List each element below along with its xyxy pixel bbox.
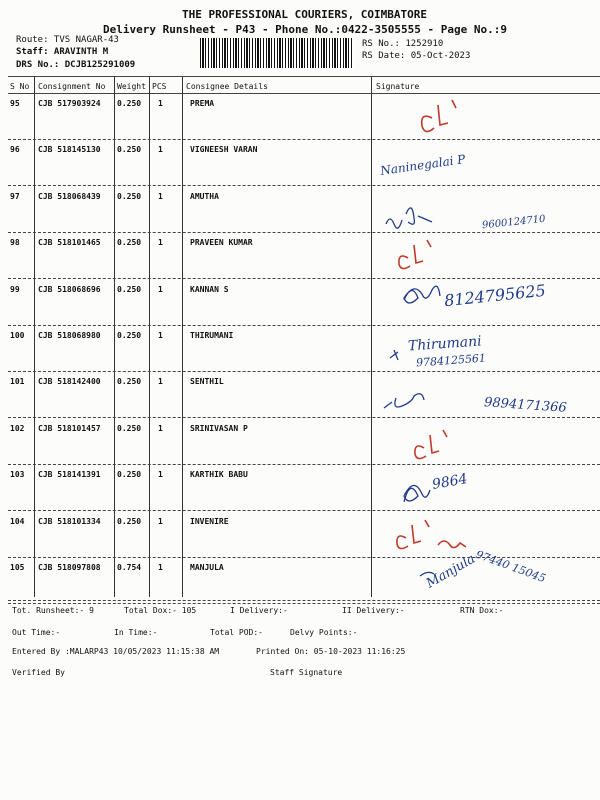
i-delivery: I Delivery:- <box>230 606 288 615</box>
row-consignee: KANNAN S <box>190 285 229 294</box>
col-consignment-header: Consignment No <box>38 82 106 91</box>
total-dox: Total Dox:- 105 <box>124 606 197 615</box>
col-sno-header: S No <box>10 82 30 91</box>
row-consignee: THIRUMANI <box>190 331 234 340</box>
rs-number: RS No.: 1252910 <box>362 39 444 49</box>
handwritten-name: Manjula <box>423 551 478 592</box>
row-sno: 101 <box>10 377 25 386</box>
row-sno: 96 <box>10 145 20 154</box>
printed-on: Printed On: 05-10-2023 11:16:25 <box>256 647 406 656</box>
route-label: Route: TVS NAGAR-43 <box>16 35 119 45</box>
row-pcs: 1 <box>158 238 163 247</box>
runsheet-title: Delivery Runsheet - P43 - Phone No.:0422-3505555 - Page No.:9 <box>103 23 507 36</box>
row-sno: 99 <box>10 285 20 294</box>
row-sno: 100 <box>10 331 25 340</box>
row-sno: 105 <box>10 563 25 572</box>
verified-by: Verified By <box>12 668 65 677</box>
cnl-mark <box>397 520 466 549</box>
handwritten-name: Naninegalai P <box>379 152 467 178</box>
handwritten-phone: 9894171366 <box>483 395 568 416</box>
row-weight: 0.250 <box>117 238 142 247</box>
row-weight: 0.250 <box>117 145 142 154</box>
handwritten-phone: 9784125561 <box>415 351 487 370</box>
row-sno: 98 <box>10 238 20 247</box>
row-pcs: 1 <box>158 424 163 433</box>
row-weight: 0.250 <box>117 99 142 108</box>
signature-scribble <box>404 485 430 502</box>
rs-date: RS Date: 05-Oct-2023 <box>362 51 471 61</box>
row-consignment-no: CJB 518097808 <box>38 563 101 572</box>
entered-by: Entered By :MALARP43 10/05/2023 11:15:38 AM <box>12 647 220 656</box>
row-weight: 0.250 <box>117 517 142 526</box>
col-weight-header: Weight <box>117 82 146 91</box>
row-pcs: 1 <box>158 285 163 294</box>
row-pcs: 1 <box>158 517 163 526</box>
delvy-points: Delvy Points:- <box>290 628 358 637</box>
ii-delivery: II Delivery:- <box>342 606 405 615</box>
row-consignment-no: CJB 518141391 <box>38 470 101 479</box>
cnl-mark <box>422 100 456 132</box>
signature-scribble <box>404 286 440 303</box>
row-pcs: 1 <box>158 331 163 340</box>
company-title: THE PROFESSIONAL COURIERS, COIMBATORE <box>182 8 428 21</box>
row-consignee: VIGNEESH VARAN <box>190 145 258 154</box>
row-pcs: 1 <box>158 99 163 108</box>
row-weight: 0.250 <box>117 470 142 479</box>
row-consignment-no: CJB 518101334 <box>38 517 101 526</box>
table-bottom-border <box>8 600 600 601</box>
in-time: In Time:- <box>114 628 158 637</box>
row-weight: 0.250 <box>117 192 142 201</box>
row-consignee: AMUTHA <box>190 192 219 201</box>
row-sno: 95 <box>10 99 20 108</box>
handwritten-phone: 9600124710 <box>481 213 547 232</box>
row-consignment-no: CJB 517903924 <box>38 99 101 108</box>
row-consignment-no: CJB 518145130 <box>38 145 101 154</box>
staff-signature: Staff Signature <box>270 668 343 677</box>
row-pcs: 1 <box>158 192 163 201</box>
col-signature-header: Signature <box>376 82 420 91</box>
row-sno: 103 <box>10 470 25 479</box>
signature-scribble <box>386 208 432 228</box>
handwritten-name: Thirumani <box>407 333 483 355</box>
out-time: Out Time:- <box>12 628 61 637</box>
cnl-mark <box>415 430 447 459</box>
row-sno: 102 <box>10 424 25 433</box>
row-consignment-no: CJB 518101457 <box>38 424 101 433</box>
row-weight: 0.250 <box>117 331 142 340</box>
col-consignee-header: Consignee Details <box>186 82 268 91</box>
signature-scribble <box>384 394 424 408</box>
tot-runsheet: Tot. Runsheet:- 9 <box>12 606 94 615</box>
row-consignee: PRAVEEN KUMAR <box>190 238 253 247</box>
handwritten-phone: 8124795625 <box>443 280 547 311</box>
row-consignee: SRINIVASAN P <box>190 424 248 433</box>
row-consignee: MANJULA <box>190 563 224 572</box>
row-consignment-no: CJB 518068696 <box>38 285 101 294</box>
col-pcs-header: PCS <box>152 82 167 91</box>
total-pod: Total POD:- <box>210 628 263 637</box>
row-pcs: 1 <box>158 145 163 154</box>
handwritten-phone: 97440 15045 <box>473 547 548 586</box>
handwritten-phone: 9864 <box>430 471 469 493</box>
row-pcs: 1 <box>158 563 163 572</box>
row-weight: 0.250 <box>117 424 142 433</box>
row-consignee: SENTHIL <box>190 377 224 386</box>
rtn-dox: RTN Dox:- <box>460 606 504 615</box>
row-sno: 97 <box>10 192 20 201</box>
row-consignee: KARTHIK BABU <box>190 470 248 479</box>
row-consignment-no: CJB 518068980 <box>38 331 101 340</box>
row-consignment-no: CJB 518101465 <box>38 238 101 247</box>
cnl-mark <box>399 240 431 269</box>
row-weight: 0.754 <box>117 563 142 572</box>
row-consignee: INVENIRE <box>190 517 229 526</box>
row-consignment-no: CJB 518068439 <box>38 192 101 201</box>
row-sno: 104 <box>10 517 25 526</box>
row-pcs: 1 <box>158 470 163 479</box>
row-pcs: 1 <box>158 377 163 386</box>
staff-label: Staff: ARAVINTH M <box>16 47 109 57</box>
row-consignee: PREMA <box>190 99 215 108</box>
row-weight: 0.250 <box>117 285 142 294</box>
row-weight: 0.250 <box>117 377 142 386</box>
signature-scribble <box>390 350 398 360</box>
drs-label: DRS No.: DCJB125291009 <box>16 60 136 70</box>
row-consignment-no: CJB 518142400 <box>38 377 101 386</box>
